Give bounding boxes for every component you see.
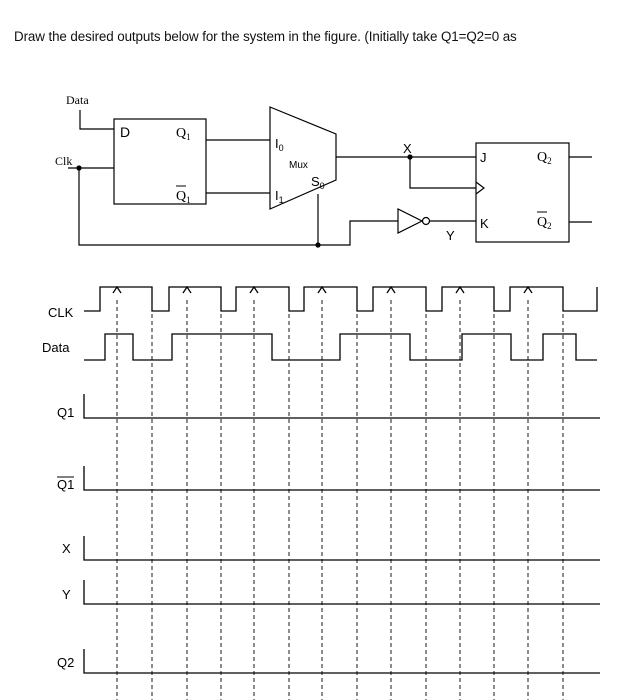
dff-qbar-label: Q [176,189,187,204]
svg-text:Q1: $Q_1$ [176,189,191,205]
clk-edge-arrow [113,287,121,293]
mux-s0-label: S [311,174,320,189]
svg-text:S0: $S_0$ [311,174,325,191]
data-input-label: Data [66,93,89,107]
signal-label-y: Y [62,587,71,602]
signal-label-data: Data [42,340,70,355]
signal-label-x: X [62,541,71,556]
mux-title: Mux [289,160,308,171]
data-waveform [84,334,597,360]
jk-j-label: J [480,150,487,165]
y-node-label: Y [446,228,455,243]
clk-edge-arrow [250,287,258,293]
svg-text:Q1: $Q_1$ [176,126,191,142]
question-text: Draw the desired outputs below for the system in the figure. (Initially take Q1=Q2=0 as [14,29,517,44]
q1-baseline [84,394,600,418]
jk-k-label: K [480,216,489,231]
clk-waveform [84,287,597,311]
mux-i0-label: I [275,136,279,151]
x-baseline [84,536,600,560]
svg-text:Q2: $Q_2$ [537,215,552,231]
signal-label-q1bar: Q1 [57,477,75,492]
signal-label-q1: Q1 [57,405,75,420]
clk-input-label: Clk [55,154,73,168]
jk-q-label: Q [537,150,548,165]
clk-edge-arrow [456,287,464,293]
clk-edge-arrow [387,287,395,293]
clk-edge-arrow [318,287,326,293]
jk-qbar-label: Q [537,215,548,230]
clk-edge-arrow [524,287,532,293]
signal-label-q2: Q2 [57,655,75,670]
svg-text:I1: $I_1$ [275,188,284,205]
dff-q-label: Q [176,126,187,141]
x-node-label: X [403,141,412,156]
mux-i1-label: I [275,188,279,203]
dff-d-label: D [120,124,131,140]
q1bar-baseline [84,466,600,490]
clk-edge-arrow [183,287,191,293]
y-baseline [84,580,600,604]
signal-label-clk: CLK [48,305,74,320]
svg-text:I0: $I_0$ [275,136,284,153]
svg-text:Q2: $Q_2$ [537,150,552,166]
q2-baseline [84,649,600,673]
